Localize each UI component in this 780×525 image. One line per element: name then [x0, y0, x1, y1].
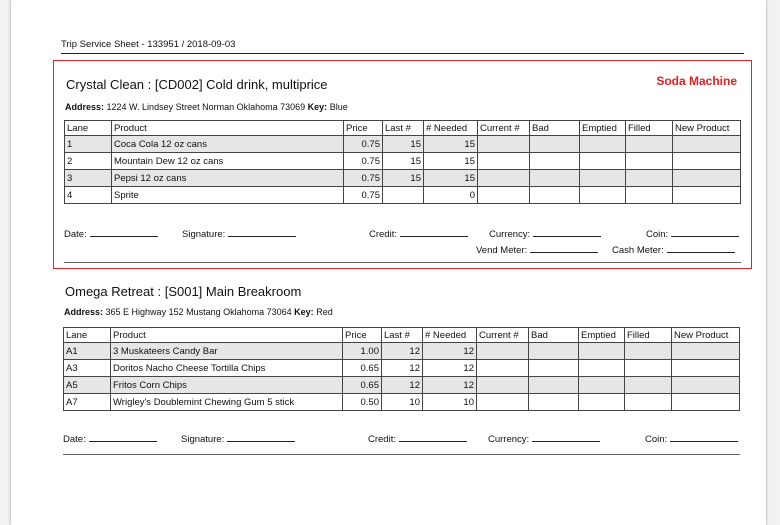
- emptied-cell[interactable]: [579, 394, 625, 411]
- date-label: Date:: [64, 229, 87, 240]
- bad-cell[interactable]: [529, 360, 579, 377]
- col-current: Current #: [477, 328, 529, 343]
- emptied-cell[interactable]: [579, 360, 625, 377]
- lane-cell: A7: [64, 394, 111, 411]
- price-cell: 0.50: [343, 394, 382, 411]
- vend-meter-field[interactable]: [476, 243, 598, 256]
- product-cell: Coca Cola 12 oz cans: [112, 136, 344, 153]
- filled-cell[interactable]: [626, 136, 673, 153]
- bad-cell[interactable]: [529, 343, 579, 360]
- address-label: Address:: [64, 307, 104, 317]
- col-product: Product: [111, 328, 343, 343]
- col-filled: Filled: [625, 328, 672, 343]
- col-last: Last #: [382, 328, 423, 343]
- bad-cell[interactable]: [529, 394, 579, 411]
- cash-meter-field[interactable]: [612, 243, 735, 256]
- needed-cell: 15: [424, 153, 478, 170]
- col-needed: # Needed: [424, 121, 478, 136]
- col-bad: Bad: [529, 328, 579, 343]
- lane-cell: 4: [65, 187, 112, 204]
- needed-cell: 15: [424, 170, 478, 187]
- cash-meter-line[interactable]: [667, 243, 735, 253]
- currency-label: Currency:: [489, 229, 531, 240]
- needed-cell: 0: [424, 187, 478, 204]
- table-row: [64, 394, 740, 411]
- current-cell[interactable]: [477, 377, 529, 394]
- key-value: Red: [316, 307, 333, 317]
- credit-label: Credit:: [369, 229, 397, 240]
- currency-line[interactable]: [533, 227, 601, 237]
- col-last: Last #: [383, 121, 424, 136]
- lane-cell: 2: [65, 153, 112, 170]
- current-cell[interactable]: [478, 153, 530, 170]
- last-cell: [383, 187, 424, 204]
- filled-cell[interactable]: [625, 343, 672, 360]
- currency-field[interactable]: [489, 227, 601, 240]
- current-cell[interactable]: [477, 360, 529, 377]
- key-value: Blue: [329, 102, 348, 112]
- table-row: [64, 343, 740, 360]
- product-cell: Doritos Nacho Cheese Tortilla Chips: [111, 360, 343, 377]
- filled-cell[interactable]: [625, 377, 672, 394]
- lane-cell: A3: [64, 360, 111, 377]
- product-cell: Sprite: [112, 187, 344, 204]
- lane-cell: A1: [64, 343, 111, 360]
- coin-label: Coin:: [645, 434, 668, 445]
- signature-label: Signature:: [182, 229, 226, 240]
- machine-section-soda[interactable]: [53, 60, 752, 269]
- filled-cell[interactable]: [626, 187, 673, 204]
- new-product-cell[interactable]: [672, 343, 740, 360]
- credit-line[interactable]: [400, 227, 468, 237]
- currency-field[interactable]: [488, 432, 600, 445]
- lane-cell: A5: [64, 377, 111, 394]
- filled-cell[interactable]: [625, 394, 672, 411]
- bad-cell[interactable]: [530, 136, 580, 153]
- col-emptied: Emptied: [579, 328, 625, 343]
- needed-cell: 12: [423, 377, 477, 394]
- needed-cell: 12: [423, 360, 477, 377]
- coin-field[interactable]: [646, 227, 739, 240]
- col-lane: Lane: [64, 328, 111, 343]
- col-new-product: New Product: [672, 328, 740, 343]
- new-product-cell[interactable]: [672, 394, 740, 411]
- filled-cell[interactable]: [625, 360, 672, 377]
- new-product-cell[interactable]: [673, 136, 741, 153]
- lane-cell: 3: [65, 170, 112, 187]
- credit-label: Credit:: [368, 434, 396, 445]
- filled-cell[interactable]: [626, 170, 673, 187]
- last-cell: 12: [382, 343, 423, 360]
- col-bad: Bad: [530, 121, 580, 136]
- current-cell[interactable]: [478, 170, 530, 187]
- price-cell: 0.75: [344, 187, 383, 204]
- credit-field[interactable]: [368, 432, 467, 445]
- currency-label: Currency:: [488, 434, 530, 445]
- section-divider: [64, 262, 741, 263]
- product-cell: Wrigley's Doublemint Chewing Gum 5 stick: [111, 394, 343, 411]
- date-field[interactable]: [64, 227, 158, 240]
- cash-meter-label: Cash Meter:: [612, 245, 664, 256]
- date-field[interactable]: [63, 432, 157, 445]
- coin-label: Coin:: [646, 229, 669, 240]
- document-page: [11, 0, 766, 525]
- emptied-cell[interactable]: [579, 343, 625, 360]
- machine-type-tag: Soda Machine: [656, 74, 737, 88]
- lane-cell: 1: [65, 136, 112, 153]
- currency-line[interactable]: [532, 432, 600, 442]
- new-product-cell[interactable]: [672, 377, 740, 394]
- coin-line[interactable]: [671, 227, 739, 237]
- new-product-cell[interactable]: [672, 360, 740, 377]
- signature-label: Signature:: [181, 434, 225, 445]
- current-cell[interactable]: [478, 136, 530, 153]
- signature-line[interactable]: [227, 432, 295, 442]
- table-row: [65, 136, 741, 153]
- price-cell: 0.65: [343, 360, 382, 377]
- price-cell: 0.75: [344, 170, 383, 187]
- signature-line[interactable]: [228, 227, 296, 237]
- col-current: Current #: [478, 121, 530, 136]
- col-needed: # Needed: [423, 328, 477, 343]
- last-cell: 15: [383, 153, 424, 170]
- table-row: [65, 170, 741, 187]
- col-new-product: New Product: [673, 121, 741, 136]
- current-cell[interactable]: [478, 187, 530, 204]
- key-label: Key:: [307, 102, 328, 112]
- coin-line[interactable]: [670, 432, 738, 442]
- product-cell: Fritos Corn Chips: [111, 377, 343, 394]
- price-cell: 0.75: [344, 153, 383, 170]
- col-filled: Filled: [626, 121, 673, 136]
- col-price: Price: [344, 121, 383, 136]
- price-cell: 0.75: [344, 136, 383, 153]
- emptied-cell[interactable]: [580, 170, 626, 187]
- credit-field[interactable]: [369, 227, 468, 240]
- emptied-cell[interactable]: [579, 377, 625, 394]
- signoff-fields: [63, 432, 741, 470]
- signoff-fields: [64, 227, 742, 265]
- vend-meter-line[interactable]: [530, 243, 598, 253]
- machine-section-snack[interactable]: [53, 278, 752, 464]
- col-price: Price: [343, 328, 382, 343]
- table-row: [64, 360, 740, 377]
- emptied-cell[interactable]: [580, 153, 626, 170]
- product-cell: Pepsi 12 oz cans: [112, 170, 344, 187]
- address-value: 365 E Highway 152 Mustang Oklahoma 73064: [105, 307, 292, 317]
- signature-field[interactable]: [182, 227, 296, 240]
- coin-field[interactable]: [645, 432, 738, 445]
- price-cell: 0.65: [343, 377, 382, 394]
- current-cell[interactable]: [477, 394, 529, 411]
- product-cell: Mountain Dew 12 oz cans: [112, 153, 344, 170]
- needed-cell: 15: [424, 136, 478, 153]
- table-header-row: [65, 121, 741, 136]
- last-cell: 10: [382, 394, 423, 411]
- product-table: [63, 327, 740, 411]
- last-cell: 15: [383, 170, 424, 187]
- address-label: Address:: [65, 102, 105, 112]
- section-divider: [63, 454, 740, 455]
- current-cell[interactable]: [477, 343, 529, 360]
- price-cell: 1.00: [343, 343, 382, 360]
- location-title: Omega Retreat : [S001] Main Breakroom: [65, 284, 302, 299]
- last-cell: 12: [382, 360, 423, 377]
- date-line[interactable]: [89, 432, 157, 442]
- table-header-row: [64, 328, 740, 343]
- address-value: 1224 W. Lindsey Street Norman Oklahoma 73069: [106, 102, 306, 112]
- vend-meter-label: Vend Meter:: [476, 245, 528, 256]
- table-row: [65, 153, 741, 170]
- date-label: Date:: [63, 434, 86, 445]
- table-row: [64, 377, 740, 394]
- date-line[interactable]: [90, 227, 158, 237]
- emptied-cell[interactable]: [580, 187, 626, 204]
- last-cell: 15: [383, 136, 424, 153]
- last-cell: 12: [382, 377, 423, 394]
- credit-line[interactable]: [399, 432, 467, 442]
- address-line: [65, 102, 348, 112]
- bad-cell[interactable]: [529, 377, 579, 394]
- table-row: [65, 187, 741, 204]
- key-label: Key:: [294, 307, 314, 317]
- col-emptied: Emptied: [580, 121, 626, 136]
- col-lane: Lane: [65, 121, 112, 136]
- bad-cell[interactable]: [530, 170, 580, 187]
- sheet-header: Trip Service Sheet - 133951 / 2018-09-03: [61, 39, 744, 54]
- product-cell: 3 Muskateers Candy Bar: [111, 343, 343, 360]
- bad-cell[interactable]: [530, 187, 580, 204]
- new-product-cell[interactable]: [673, 170, 741, 187]
- needed-cell: 12: [423, 343, 477, 360]
- col-product: Product: [112, 121, 344, 136]
- needed-cell: 10: [423, 394, 477, 411]
- new-product-cell[interactable]: [673, 153, 741, 170]
- signature-field[interactable]: [181, 432, 295, 445]
- new-product-cell[interactable]: [673, 187, 741, 204]
- product-table: [64, 120, 741, 204]
- location-title: Crystal Clean : [CD002] Cold drink, multiprice: [66, 77, 328, 92]
- bad-cell[interactable]: [530, 153, 580, 170]
- filled-cell[interactable]: [626, 153, 673, 170]
- emptied-cell[interactable]: [580, 136, 626, 153]
- address-line: [64, 307, 333, 317]
